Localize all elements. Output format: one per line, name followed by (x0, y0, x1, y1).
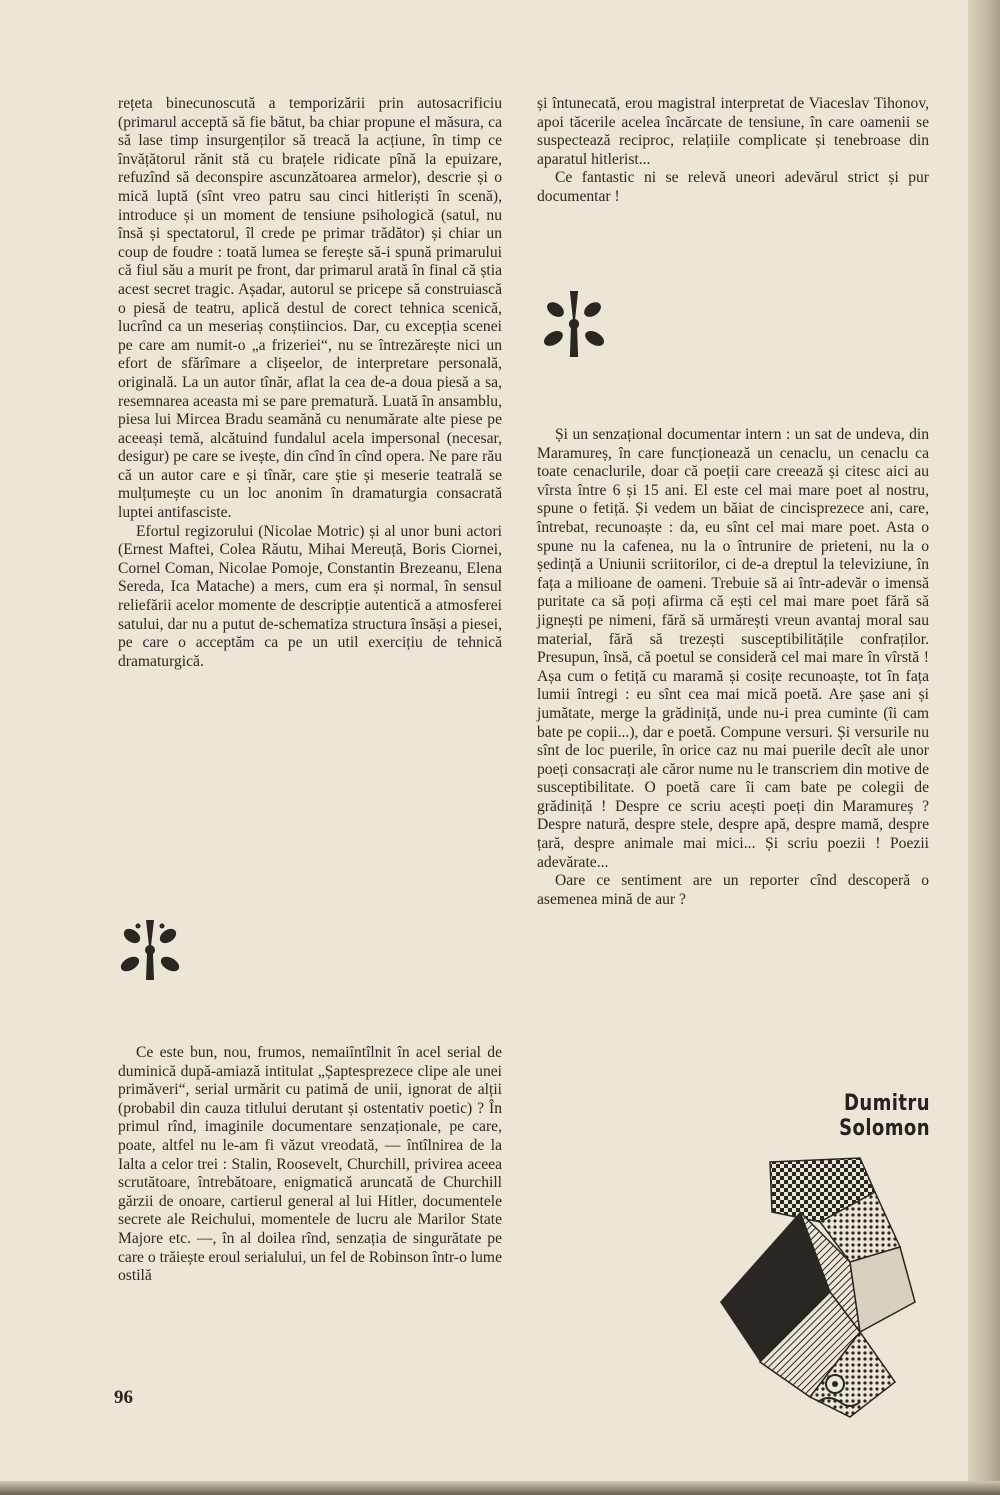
page-edge (968, 0, 1000, 1495)
right-column-top-text (537, 95, 929, 207)
left-column-bottom-text (118, 1044, 502, 1286)
asterisk-ornament-right (541, 289, 607, 359)
bottom-border (0, 1481, 1000, 1495)
cubist-illustration (700, 1152, 920, 1427)
author-signature: Dumitru Solomon (839, 1091, 930, 1141)
paragraph: rețeta binecunoscută a temporizării prin autosacrificiu (primarul acceptă să fie bătut, ba chiar propune el măsura, ca să lase timp insurgenților să treacă la acțiune, în timp ce învățătorul rănit stă cu brațele ridicate pînă la epuizare, refuzînd să deconspire ascunzătoarea armelor), descrie și o mică luptă (sînt vreo patru sau cinci hitleriști în scenă), introduce și un moment de tensiune psihologică (satul, nu însă și spectatorul, îl crede pe primar trădător) și chiar un coup de foudre : toată lumea se ferește să-i spună primarului că fiul său a murit pe front, dar primarul arată în final că știa acest secret tragic. Așadar, autorul se pricepe să construiască o piesă de teatru, aplică destul de corect tehnica scenică, lucrînd ca un meseriaș conștiincios. Dar, cu excepția scenei pe care am numit-o „a frizeriei“, nu se întrezărește nici un efort de sfărîmare a clișeelor, de interpretare personală, originală. La un autor tînăr, aflat la cea de-a doua piesă a sa, resemnarea aceasta mi se pare prematură. Luată în ansamblu, piesa lui Mircea Bradu seamănă cu nenumărate alte piese pe aceeași temă, alcătuind fundalul acela impersonal (necesar, desigur) pe care se ivește, din cînd în cînd opera. Ne pare rău că un autor care e și tînăr, care știe și meserie teatrală se mulțumește cu un loc anonim în dramaturgia consacrată luptei antifasciste. (118, 95, 502, 522)
asterisk-ornament-left (118, 918, 182, 982)
paragraph: Ce fantastic ni se relevă uneori adevărul strict și pur documentar ! (537, 169, 929, 205)
page-number: 96 (114, 1387, 133, 1408)
left-column-text (118, 95, 502, 671)
paragraph: Ce este bun, nou, frumos, nemaiîntîlnit în acel serial de duminică după-amiază intitulat „Șaptesprezece clipe ale unei primăveri“, serial urmărit cu patimă de unii, ignorat de alții (probabil din cauza titlului derutant și ostentativ poetic) ? În primul rînd, imaginile documentare senzaționale, pe care, poate, altfel nu le-am fi văzut vreodată, — întîlnirea de la Ialta a celor trei : Stalin, Roosevelt, Churchill, privirea aceea scrutătoare, întrebătoare, enigmatică aruncată de Churchill gărzii de onoare, cartierul general al lui Hitler, documentele secrete ale Reichului, momentele de lucru ale Marilor State Majore etc. —, în al doilea rînd, senzația de singurătate pe care o trăiește eroul serialului, un fel de Robinson într-o lume ostilă (118, 1044, 502, 1285)
paragraph: Oare ce sentiment are un reporter cînd descoperă o asemenea mină de aur ? (537, 872, 929, 908)
paragraph: Și un senzațional documentar intern : un sat de undeva, din Maramureș, în care funcționează un cenaclu, un cenaclu ca toate cenaclurile, doar că poeții care creează și citesc aici au vîrsta între 6 și 15 ani. El este cel mai mare poet al nostru, spune o fetiță. Și vedem un băiat de cincisprezece ani, care, întrebat, recunoaște : da, eu sînt cel mai mare poet. Asta o spune nu la cafenea, nu la o întrunire de prieteni, nu la o ședință a Uniunii scriitorilor, ci de-a dreptul la televiziune, în fața a milioane de oameni. Trebuie să ai într-adevăr o imensă puritate ca să poți afirma că ești cel mai mare poet fără să jignești pe nimeni, fără să urmărești vreun avantaj moral sau material, fără să trezești susceptibilitățile confraților. Presupun, însă, că poetul se consideră cel mai mare în vîrstă ! Așa cum o fetiță cu maramă și cosițe recunoaște, tot în fața lumii întregi : eu sînt cea mai mică poetă. Are șase ani și jumătate, merge la grădiniță, unde nu-i prea cuminte (îi cam bate pe copii...), dar e poetă. Compune versuri. Și versurile nu sînt de loc puerile, în orice caz nu mai puerile decît ale unor poeți consacrați ale căror nume nu le transcriem din motive de susceptibilitate. O poetă care îi cam bate pe colegii de grădiniță ! Despre ce scriu acești poeți din Maramureș ? Despre natură, despre stele, despre apă, despre mamă, despre țară, despre animale mai mici... Și scriu poezii ! Poezii adevărate... (537, 426, 929, 871)
paragraph: Efortul regizorului (Nicolae Motric) și al unor buni actori (Ernest Maftei, Colea Răutu, Mihai Mereuță, Boris Ciornei, Cornel Coman, Nicolae Pomoje, Constantin Brezeanu, Elena Sereda, Ica Matache) a mers, cum era și normal, în sensul reliefării acelor momente de descripție autentică a atmosferei satului, dar nu a putut de-schematiza structura însăși a piesei, pe care o acceptăm ca pe un util exercițiu de tehnică dramaturgică. (118, 522, 502, 670)
paragraph: și întunecată, erou magistral interpretat de Viaceslav Tihonov, apoi tăcerile acelea încărcate de tensiune, în care oamenii se suspectează reciproc, relațiile complicate și tenebroase din aparatul hitlerist... (537, 95, 929, 168)
right-column-main-text (537, 426, 929, 909)
